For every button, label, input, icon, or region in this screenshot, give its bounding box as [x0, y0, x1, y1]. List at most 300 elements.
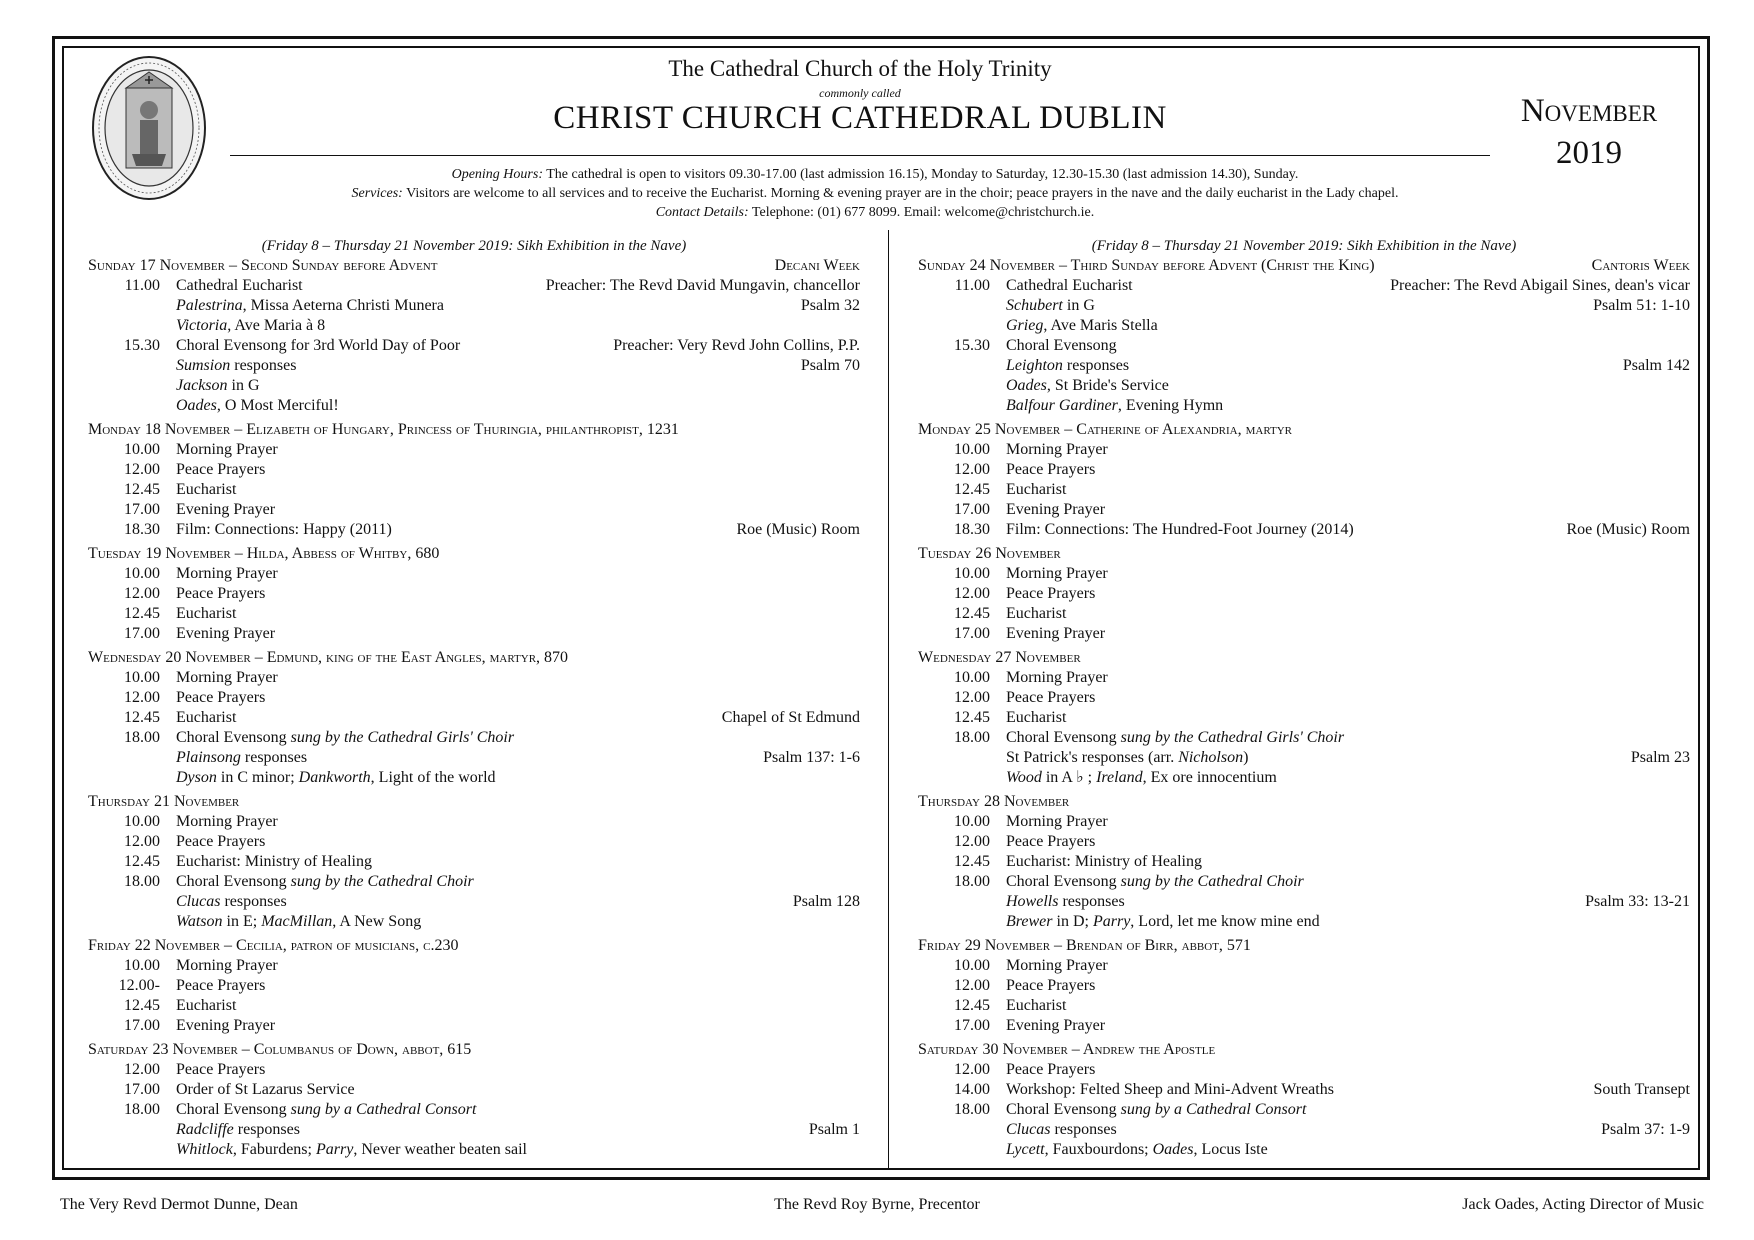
service-time: [88, 316, 176, 336]
day-block: [88, 792, 860, 932]
service-row: [918, 1140, 1690, 1160]
service-time: 17.00: [124, 625, 160, 642]
text-fragment: ): [1243, 749, 1249, 766]
service-description: [1006, 1120, 1601, 1140]
text-fragment: Oades: [176, 397, 217, 414]
text-fragment: Howells: [1006, 893, 1059, 910]
service-location: Psalm 37: 1-9: [1601, 1121, 1690, 1138]
service-row: [918, 832, 1690, 852]
header-commonly-called: commonly called: [819, 86, 901, 100]
text-fragment: Eucharist: Ministry of Healing: [1006, 853, 1202, 870]
service-row: [918, 460, 1690, 480]
text-fragment: Choral Evensong: [1006, 873, 1117, 890]
service-row: [88, 624, 860, 644]
service-location: South Transept: [1593, 1081, 1690, 1098]
text-fragment: , Faburdens;: [232, 1141, 316, 1158]
service-row: [918, 668, 1690, 688]
day-heading: [918, 1040, 1690, 1060]
day-heading: [88, 792, 860, 812]
text-fragment: Evening Prayer: [176, 1017, 276, 1034]
text-fragment: Peace Prayers: [1006, 689, 1096, 706]
text-fragment: St Patrick's responses (arr.: [1006, 749, 1179, 766]
text-fragment: Order of St Lazarus Service: [176, 1081, 355, 1098]
text-fragment: in C minor;: [216, 769, 299, 786]
service-description: [1006, 852, 1690, 872]
service-row: [88, 396, 860, 416]
text-fragment: , Ex ore innocentium: [1142, 769, 1277, 786]
service-row: [88, 604, 860, 624]
service-row: [918, 396, 1690, 416]
service-time: 12.45: [124, 997, 160, 1014]
text-fragment: Victoria: [176, 317, 228, 334]
service-description: [176, 296, 801, 316]
service-time: [918, 912, 1006, 932]
service-time: 10.00: [124, 669, 160, 686]
text-fragment: Leighton: [1006, 357, 1063, 374]
service-description: [1006, 604, 1690, 624]
service-time: 18.30: [124, 521, 160, 538]
service-time: 12.00: [124, 689, 160, 706]
text-fragment: , Lord, let me know mine end: [1130, 913, 1320, 930]
exhibition-notice: (Friday 8 – Thursday 21 November 2019: Sikh Exhibition in the Nave): [261, 238, 687, 254]
service-row: [918, 892, 1690, 912]
service-time: 18.00: [124, 1101, 160, 1118]
text-fragment: , Missa Aeterna Christi Munera: [242, 297, 444, 314]
service-time: 18.00: [954, 1101, 990, 1118]
text-fragment: Eucharist: [176, 997, 237, 1014]
service-row: [918, 1060, 1690, 1080]
service-description: [176, 584, 860, 604]
service-time: [918, 1120, 1006, 1140]
day-title: Thursday 28 November: [918, 793, 1070, 810]
service-row: [918, 584, 1690, 604]
service-time: 15.30: [954, 337, 990, 354]
text-fragment: , Ave Maris Stella: [1043, 317, 1158, 334]
service-time: [88, 376, 176, 396]
service-row: [88, 1080, 860, 1100]
text-fragment: Peace Prayers: [176, 461, 266, 478]
service-description: [176, 892, 793, 912]
service-description: [1006, 584, 1690, 604]
service-row: [88, 520, 860, 540]
service-row: [918, 564, 1690, 584]
service-time: 17.00: [954, 625, 990, 642]
service-description: [176, 768, 860, 788]
service-row: [88, 460, 860, 480]
service-time: 12.45: [954, 853, 990, 870]
text-fragment: sung by the Cathedral Girls' Choir: [286, 729, 515, 746]
service-description: [176, 748, 763, 768]
service-time: 12.00: [124, 461, 160, 478]
service-description: [1006, 520, 1566, 540]
day-block: [88, 544, 860, 644]
service-description: [1006, 1016, 1690, 1036]
day-title: Wednesday 20 November – Edmund, king of the East Angles, martyr, 870: [88, 649, 569, 666]
service-row: [918, 852, 1690, 872]
service-row: [918, 748, 1690, 768]
text-fragment: Peace Prayers: [1006, 1061, 1096, 1078]
service-time: 12.45: [954, 605, 990, 622]
service-time: 12.00: [954, 1061, 990, 1078]
service-description: [176, 604, 860, 624]
service-time: [88, 768, 176, 788]
text-fragment: , O Most Merciful!: [216, 397, 339, 414]
day-title: Friday 29 November – Brendan of Birr, abbot, 571: [918, 937, 1251, 954]
text-fragment: Peace Prayers: [176, 689, 266, 706]
service-row: [918, 996, 1690, 1016]
day-block: [88, 936, 860, 1036]
text-fragment: Eucharist: [1006, 709, 1067, 726]
service-row: [918, 1016, 1690, 1036]
text-fragment: Lycett: [1006, 1141, 1045, 1158]
footer-director: Jack Oades, Acting Director of Music: [1462, 1196, 1704, 1213]
text-fragment: MacMillan: [261, 913, 333, 930]
service-description: [1006, 564, 1690, 584]
service-description: [176, 1016, 860, 1036]
service-row: [918, 500, 1690, 520]
service-time: 10.00: [124, 957, 160, 974]
text-fragment: Jackson: [176, 377, 228, 394]
day-heading: [88, 256, 860, 276]
text-fragment: Morning Prayer: [176, 957, 278, 974]
service-row: [88, 728, 860, 748]
service-description: [176, 872, 860, 892]
service-description: [1006, 336, 1690, 356]
text-fragment: Schubert: [1006, 297, 1063, 314]
text-fragment: in E;: [222, 913, 262, 930]
service-row: [918, 1080, 1690, 1100]
text-fragment: Choral Evensong: [176, 729, 287, 746]
day-heading: [918, 648, 1690, 668]
text-fragment: Choral Evensong: [1006, 729, 1117, 746]
service-time: 10.00: [954, 813, 990, 830]
service-time: 12.45: [954, 481, 990, 498]
service-description: [1006, 276, 1390, 296]
service-time: 12.00-: [118, 977, 160, 994]
service-row: [88, 336, 860, 356]
text-fragment: responses: [240, 749, 308, 766]
service-description: [176, 480, 860, 500]
service-location: Psalm 137: 1-6: [763, 749, 860, 766]
service-row: [88, 480, 860, 500]
service-description: [1006, 396, 1690, 416]
text-fragment: Morning Prayer: [176, 441, 278, 458]
text-fragment: Eucharist: Ministry of Healing: [176, 853, 372, 870]
service-description: [176, 520, 736, 540]
service-row: [918, 1100, 1690, 1120]
text-fragment: Peace Prayers: [1006, 585, 1096, 602]
service-row: [918, 872, 1690, 892]
service-time: [88, 296, 176, 316]
service-row: [918, 520, 1690, 540]
service-description: [1006, 812, 1690, 832]
service-description: [176, 440, 860, 460]
service-row: [918, 912, 1690, 932]
service-description: [1006, 976, 1690, 996]
text-fragment: Evening Prayer: [1006, 501, 1106, 518]
text-fragment: Sumsion: [176, 357, 231, 374]
text-fragment: Choral Evensong for 3rd World Day of Poor: [176, 337, 461, 354]
text-fragment: Grieg: [1006, 317, 1044, 334]
text-fragment: Eucharist: [176, 481, 237, 498]
service-description: [1006, 892, 1585, 912]
service-row: [88, 276, 860, 296]
service-time: [88, 912, 176, 932]
service-row: [918, 768, 1690, 788]
day-title: Monday 18 November – Elizabeth of Hungary, Princess of Thuringia, philanthropist, 1231: [88, 421, 679, 438]
service-row: [918, 440, 1690, 460]
service-description: [1006, 688, 1690, 708]
service-time: [918, 396, 1006, 416]
text-fragment: , Ave Maria à 8: [227, 317, 326, 334]
text-fragment: Eucharist: [1006, 605, 1067, 622]
service-description: [176, 356, 801, 376]
service-description: [1006, 728, 1690, 748]
service-description: [1006, 872, 1690, 892]
service-description: [176, 1140, 860, 1160]
text-fragment: Eucharist: [1006, 481, 1067, 498]
service-description: [176, 912, 860, 932]
service-description: [1006, 768, 1690, 788]
service-location: Preacher: Very Revd John Collins, P.P.: [613, 337, 860, 354]
text-fragment: Morning Prayer: [1006, 441, 1108, 458]
service-location: Psalm 70: [800, 357, 860, 374]
day-block: [918, 936, 1690, 1036]
text-fragment: Morning Prayer: [1006, 565, 1108, 582]
service-time: 12.45: [954, 709, 990, 726]
month-year: [1484, 90, 1694, 174]
service-row: [88, 564, 860, 584]
header-cathedral-title: CHRIST CHURCH CATHEDRAL DUBLIN: [553, 100, 1167, 136]
text-fragment: responses: [220, 893, 287, 910]
text-fragment: Workshop: Felted Sheep and Mini-Advent Wreaths: [1006, 1081, 1334, 1098]
header-rule: [230, 155, 1490, 156]
day-heading: [88, 648, 860, 668]
service-row: [88, 500, 860, 520]
service-row: [88, 1140, 860, 1160]
text-fragment: Dyson: [176, 769, 217, 786]
service-time: 12.00: [954, 689, 990, 706]
day-block: [918, 792, 1690, 932]
text-fragment: sung by the Cathedral Choir: [286, 873, 474, 890]
service-time: [918, 748, 1006, 768]
service-description: [1006, 832, 1690, 852]
service-row: [88, 708, 860, 728]
service-description: [176, 996, 860, 1016]
text-fragment: Oades: [1152, 1141, 1194, 1158]
service-row: [918, 336, 1690, 356]
day-title: Monday 25 November – Catherine of Alexandria, martyr: [918, 421, 1293, 438]
day-title: Saturday 30 November – Andrew the Apostle: [918, 1041, 1216, 1058]
text-fragment: Dankworth: [298, 769, 371, 786]
service-row: [88, 852, 860, 872]
service-row: [88, 316, 860, 336]
service-location: Preacher: The Revd David Mungavin, chancellor: [545, 277, 860, 294]
text-fragment: , A New Song: [332, 913, 422, 930]
service-row: [918, 316, 1690, 336]
service-time: 10.00: [954, 441, 990, 458]
day-title: Thursday 21 November: [88, 793, 240, 810]
day-block: [88, 648, 860, 788]
text-fragment: Ireland: [1096, 769, 1143, 786]
service-description: [176, 376, 860, 396]
service-description: [176, 1100, 860, 1120]
service-time: [918, 316, 1006, 336]
day-heading: [918, 256, 1690, 276]
column-divider: [888, 230, 889, 1170]
text-fragment: responses: [233, 1121, 300, 1138]
service-time: 11.00: [954, 277, 990, 294]
day-title: Saturday 23 November – Columbanus of Down, abbot, 615: [88, 1041, 472, 1058]
service-time: [88, 748, 176, 768]
service-time: 12.00: [124, 585, 160, 602]
service-time: [88, 1120, 176, 1140]
service-row: [88, 1120, 860, 1140]
service-row: [88, 584, 860, 604]
opening-hours: Opening Hours: The cathedral is open to visitors 09.30-17.00 (last admission 16.15), Monday to Saturday, 12.30-15.30 (last admission 14.30), Sunday.: [451, 167, 1299, 182]
text-fragment: Choral Evensong: [176, 873, 287, 890]
service-description: [1006, 376, 1690, 396]
service-time: [918, 296, 1006, 316]
service-time: 12.00: [954, 833, 990, 850]
service-row: [918, 276, 1690, 296]
service-row: [918, 624, 1690, 644]
service-row: [88, 1016, 860, 1036]
service-time: 12.00: [124, 1061, 160, 1078]
day-block: [918, 256, 1690, 416]
service-row: [918, 708, 1690, 728]
service-time: 10.00: [954, 565, 990, 582]
text-fragment: Cathedral Eucharist: [176, 277, 303, 294]
service-row: [88, 892, 860, 912]
service-description: [176, 708, 722, 728]
service-row: [88, 440, 860, 460]
text-fragment: in G: [1062, 297, 1095, 314]
service-description: [176, 1060, 860, 1080]
text-fragment: Morning Prayer: [176, 669, 278, 686]
day-block: [918, 420, 1690, 540]
text-fragment: Whitlock: [176, 1141, 233, 1158]
service-row: [88, 976, 860, 996]
service-time: 12.00: [124, 833, 160, 850]
text-fragment: Peace Prayers: [176, 585, 266, 602]
service-description: [176, 624, 860, 644]
text-fragment: Evening Prayer: [1006, 1017, 1106, 1034]
service-time: 10.00: [124, 441, 160, 458]
service-row: [918, 688, 1690, 708]
day-title: Friday 22 November – Cecilia, patron of musicians, c.230: [88, 937, 459, 954]
text-fragment: Cathedral Eucharist: [1006, 277, 1133, 294]
service-time: 12.45: [124, 605, 160, 622]
day-title: Sunday 17 November – Second Sunday before Advent: [88, 257, 438, 274]
service-description: [176, 852, 860, 872]
text-fragment: Clucas: [176, 893, 221, 910]
service-time: [918, 1140, 1006, 1160]
day-title: Wednesday 27 November: [918, 649, 1081, 666]
day-heading: [88, 936, 860, 956]
text-fragment: responses: [1058, 893, 1125, 910]
left-column: [88, 236, 860, 1164]
service-time: [88, 892, 176, 912]
service-time: 18.00: [954, 729, 990, 746]
service-time: [88, 356, 176, 376]
service-row: [918, 604, 1690, 624]
service-row: [918, 956, 1690, 976]
service-description: [176, 316, 860, 336]
text-fragment: in G: [227, 377, 260, 394]
text-fragment: Eucharist: [176, 709, 237, 726]
service-row: [88, 1100, 860, 1120]
service-description: [1006, 912, 1690, 932]
day-block: [88, 1040, 860, 1160]
text-fragment: Peace Prayers: [1006, 977, 1096, 994]
service-description: [1006, 460, 1690, 480]
service-location: Psalm 32: [800, 297, 860, 314]
text-fragment: Eucharist: [1006, 997, 1067, 1014]
exhibition-notice: (Friday 8 – Thursday 21 November 2019: Sikh Exhibition in the Nave): [1091, 238, 1517, 254]
year-label: 2019: [1556, 135, 1622, 171]
text-fragment: Wood: [1006, 769, 1042, 786]
text-fragment: sung by the Cathedral Girls' Choir: [1116, 729, 1345, 746]
service-description: [1006, 956, 1690, 976]
text-fragment: Palestrina: [176, 297, 243, 314]
service-row: [88, 996, 860, 1016]
text-fragment: Balfour Gardiner: [1006, 397, 1118, 414]
service-row: [88, 956, 860, 976]
text-fragment: Peace Prayers: [176, 1061, 266, 1078]
text-fragment: Morning Prayer: [176, 813, 278, 830]
service-description: [176, 396, 860, 416]
service-description: [176, 728, 860, 748]
text-fragment: Watson: [176, 913, 223, 930]
services-info: Services: Visitors are welcome to all services and to receive the Eucharist. Morning & evening prayer are in the choir; peace prayers in the nave and the daily eucharist in the Lady chapel.: [351, 186, 1399, 201]
text-fragment: Parry: [315, 1141, 354, 1158]
text-fragment: , Light of the world: [370, 769, 496, 786]
header-church-name: The Cathedral Church of the Holy Trinity: [668, 56, 1052, 81]
month-label: November: [1520, 93, 1658, 129]
service-location: Roe (Music) Room: [736, 521, 860, 538]
text-fragment: Choral Evensong: [1006, 1101, 1117, 1118]
service-time: 12.00: [954, 461, 990, 478]
day-heading: [88, 420, 860, 440]
service-time: 12.45: [124, 481, 160, 498]
text-fragment: Peace Prayers: [176, 977, 266, 994]
right-column: [918, 236, 1690, 1164]
text-fragment: Peace Prayers: [176, 833, 266, 850]
text-fragment: Peace Prayers: [1006, 461, 1096, 478]
text-fragment: Nicholson: [1178, 749, 1244, 766]
service-time: 18.00: [124, 729, 160, 746]
service-row: [88, 296, 860, 316]
service-row: [88, 872, 860, 892]
service-description: [1006, 996, 1690, 1016]
service-row: [918, 376, 1690, 396]
text-fragment: Film: Connections: Happy (2011): [176, 521, 392, 538]
service-row: [88, 812, 860, 832]
service-description: [1006, 1100, 1690, 1120]
day-heading: [918, 792, 1690, 812]
service-row: [918, 356, 1690, 376]
service-location: Psalm 142: [1622, 357, 1690, 374]
service-time: 12.00: [954, 977, 990, 994]
service-location: Roe (Music) Room: [1566, 521, 1690, 538]
service-description: [1006, 708, 1690, 728]
day-heading: [88, 544, 860, 564]
service-description: [176, 832, 860, 852]
service-row: [918, 1120, 1690, 1140]
service-time: 18.30: [954, 521, 990, 538]
text-fragment: sung by a Cathedral Consort: [286, 1101, 477, 1118]
